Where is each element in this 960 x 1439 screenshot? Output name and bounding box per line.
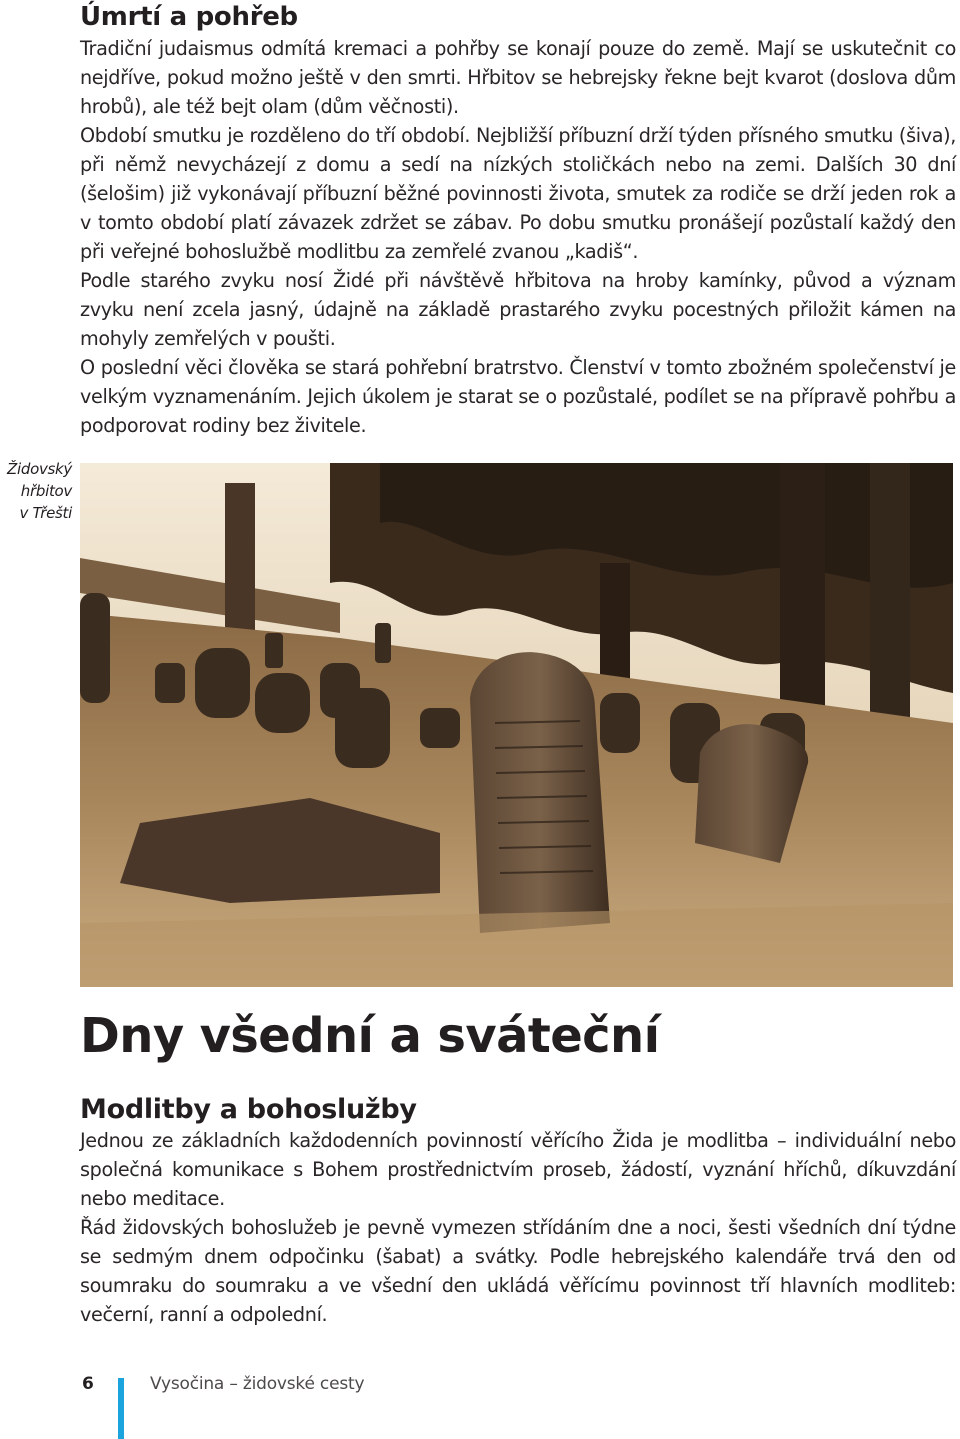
page-footer — [0, 1360, 960, 1439]
paragraph: Podle starého zvyku nosí Židé při návštěvě hřbitova na hroby kamínky, původ a význam zvyku není zcela jasný, údajně na základě prastarého zvyku pocestných přiložit kámen na mohyly zemřelých v poušti. — [80, 269, 956, 350]
publication-title: Vysočina – židovské cesty — [150, 1374, 365, 1394]
paragraph: Řád židovských bohoslužeb je pevně vymezen střídáním dne a noci, šesti všedních dní týdne se sedmým dnem odpočinku (šabat) a svátky. Podle hebrejského kalendáře trvá den od soumraku do soumraku a ve všední den ukládá věřícímu povinnost tří hlavních modliteb: večerní, ranní a odpolední. — [80, 1216, 956, 1326]
caption-line: hřbitov — [20, 482, 72, 500]
caption-line: v Třešti — [19, 504, 72, 522]
section-body — [80, 1126, 956, 1329]
paragraph: Tradiční judaismus odmítá kremaci a pohřby se konají pouze do země. Mají se uskutečnit co nejdříve, pokud možno ještě v den smrti. Hřbitov se hebrejsky řekne bejt kvarot (doslova dům hrobů), ale též bejt olam (dům věčnosti). — [80, 37, 956, 118]
chapter-heading: Dny všední a sváteční — [80, 1008, 660, 1064]
photo-caption — [0, 458, 72, 524]
page-number: 6 — [82, 1374, 94, 1394]
cemetery-photo — [80, 463, 953, 987]
paragraph: O poslední věci člověka se stará pohřební bratrstvo. Členství v tomto zbožném společenství je velkým vyznamenáním. Jejich úkolem je starat se o pozůstalé, podílet se na přípravě pohřbu a podporovat rodiny bez živitele. — [80, 356, 956, 437]
paragraph: Období smutku je rozděleno do tří období. Nejbližší příbuzní drží týden přísného smutku (šiva), při němž nevycházejí z domu a sedí na nízkých stoličkách nebo na zemi. Dalších 30 dní (šelošim) již vykonávají příbuzní běžné povinnosti života, smutek za rodiče se drží jeden rok a v tomto období platí závazek zdržet se zábav. Po dobu smutku pronášejí pozůstalí každý den při veřejné bohoslužbě modlitbu za zemřelé zvanou „kadiš“. — [80, 124, 956, 263]
section-title: Úmrtí a pohřeb — [80, 2, 298, 32]
section-title: Modlitby a bohoslužby — [80, 1094, 417, 1125]
caption-line: Židovský — [7, 460, 72, 478]
section-body — [80, 34, 956, 440]
paragraph: Jednou ze základních každodenních povinností věřícího Žida je modlitba – individuální nebo společná komunikace s Bohem prostřednictvím proseb, žádostí, vyznání hříchů, díkuvzdání nebo meditace. — [80, 1129, 956, 1210]
footer-accent-bar — [118, 1378, 124, 1439]
